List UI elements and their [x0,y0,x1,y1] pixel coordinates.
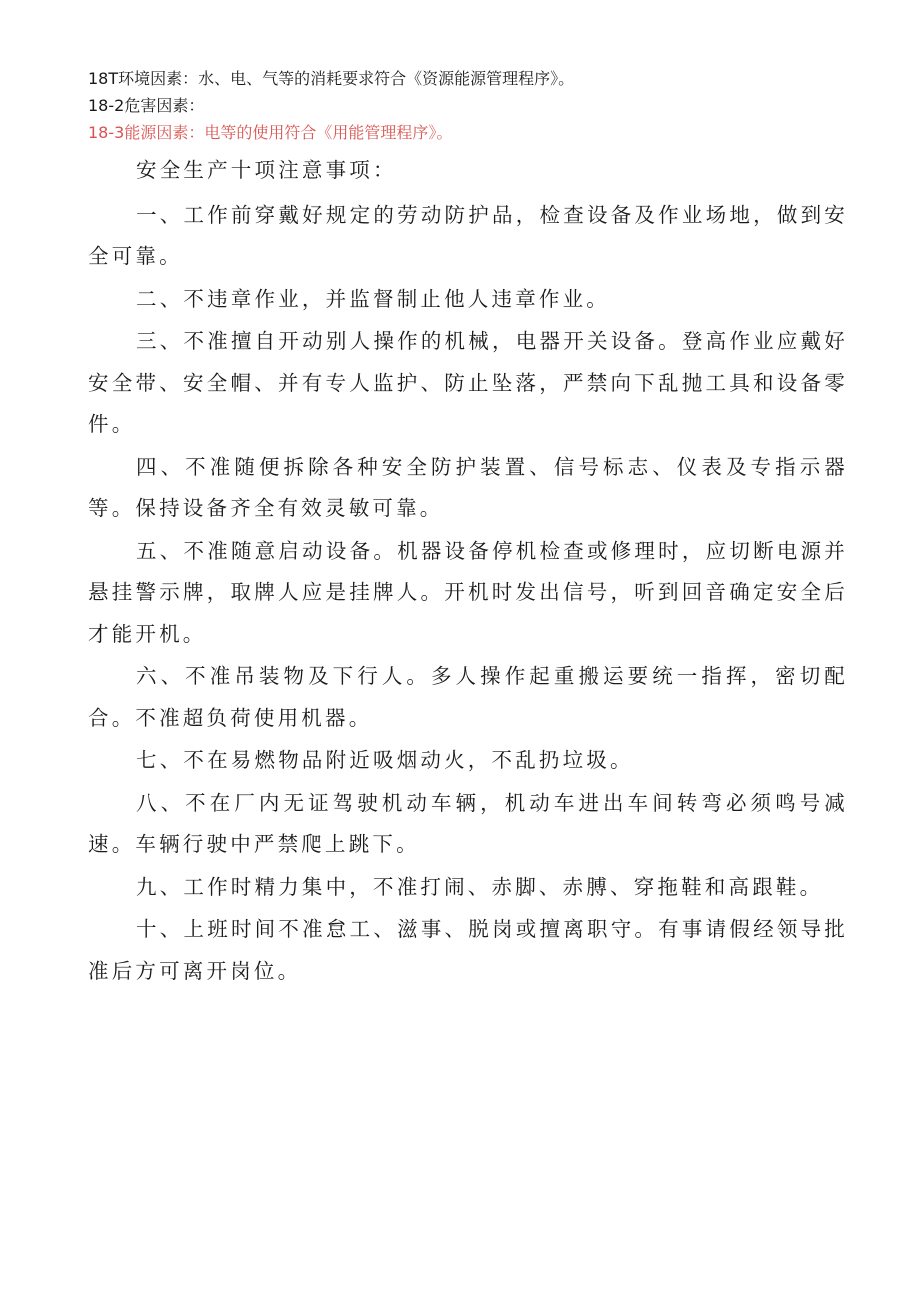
safety-notice-body [88,150,848,993]
notice-item-9: 九、工作时精力集中，不准打闹、赤脚、赤膊、穿拖鞋和高跟鞋。 [136,874,824,899]
notice-item-1: 一、工作前穿戴好规定的劳动防护品，检查设备及作业场地，做到安全可靠。 [88,202,848,268]
notice-item-3: 三、不准擅自开动别人操作的机械，电器开关设备。登高作业应戴好安全带、安全帽、并有专人监护、防止坠落，严禁向下乱抛工具和设备零件。 [88,329,848,436]
env-factor-line: 18T环境因素：水、电、气等的消耗要求符合《资源能源管理程序》。 [88,69,575,88]
notice-item-10: 十、上班时间不准怠工、滋事、脱岗或擅离职守。有事请假经领导批准后方可离开岗位。 [88,917,848,983]
notice-item-8: 八、不在厂内无证驾驶机动车辆，机动车进出车间转弯必须鸣号减速。车辆行驶中严禁爬上跳下。 [88,790,848,856]
notice-item-4: 四、不准随便拆除各种安全防护装置、信号标志、仪表及专指示器等。保持设备齐全有效灵敏可靠。 [88,454,848,520]
notice-item-2: 二、不违章作业，并监督制止他人违章作业。 [136,286,610,311]
energy-factor-line: 18-3能源因素：电等的使用符合《用能管理程序》。 [88,123,453,142]
notice-item-7: 七、不在易燃物品附近吸烟动火，不乱扔垃圾。 [136,748,634,772]
section-title: 安全生产十项注意事项： [136,158,397,182]
notice-item-5: 五、不准随意启动设备。机器设备停机检查或修理时，应切断电源并悬挂警示牌，取牌人应是挂牌人。开机时发出信号，听到回音确定安全后才能开机。 [88,538,848,646]
hazard-factor-line: 18-2危害因素： [88,96,205,115]
notice-item-6: 六、不准吊装物及下行人。多人操作起重搬运要统一指挥，密切配合。不准超负荷使用机器。 [88,664,848,730]
